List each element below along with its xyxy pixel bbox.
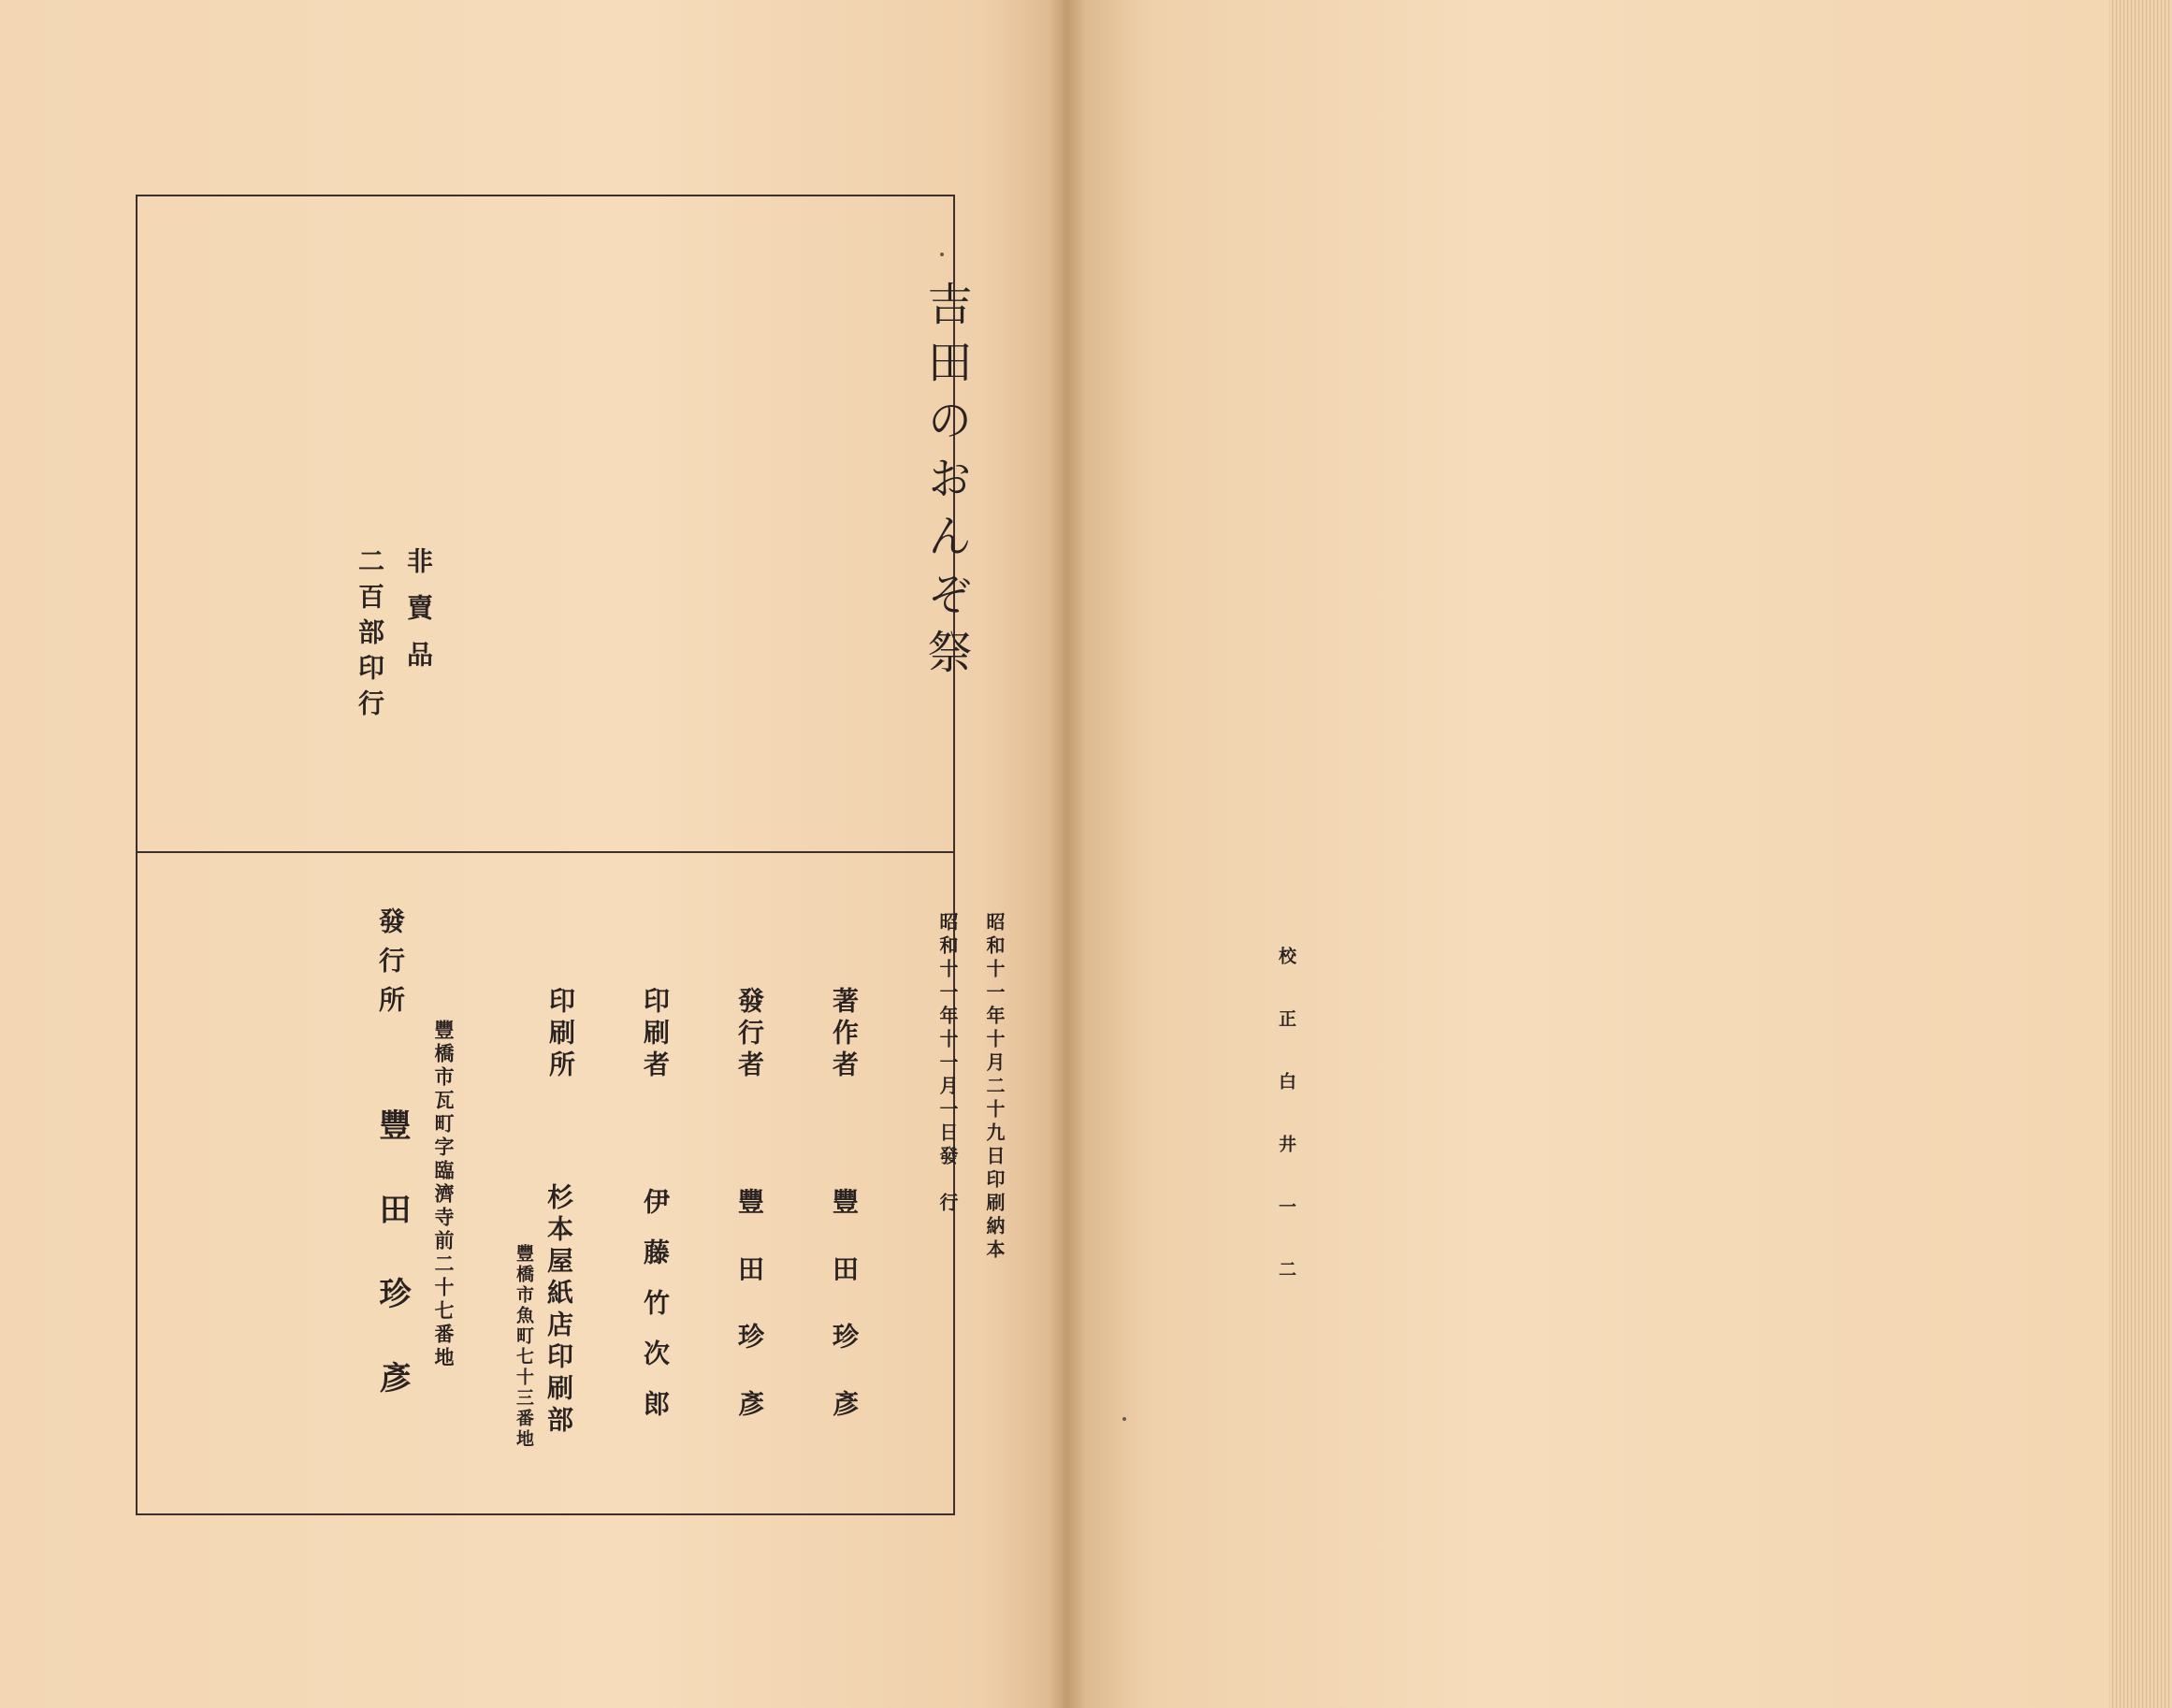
publishing-house-address: 豐橋市瓦町字臨濟寺前二十七番地 [432, 1020, 456, 1370]
printer-role: 印刷者 [640, 987, 671, 1082]
print-run-label: 二百部印行 [355, 547, 385, 725]
date-issued: 昭和十一年十一月一日發 行 [936, 912, 959, 1216]
printshop-name: 杉本屋紙店印刷部 [543, 1183, 574, 1438]
printshop-role: 印刷所 [545, 987, 576, 1082]
frame-divider [138, 851, 953, 853]
publisher-role: 發行者 [734, 987, 765, 1082]
publishing-house-name: 豐田珍彥 [373, 1108, 411, 1445]
book-gutter [1048, 0, 1085, 1708]
printer-name: 伊藤竹次郎 [640, 1188, 671, 1440]
colophon-frame [136, 195, 1006, 1515]
publisher-name: 豐田珍彥 [734, 1188, 765, 1457]
page-edges [2109, 0, 2172, 1708]
date-printed: 昭和十一年十月二十九日印刷納本 [983, 912, 1006, 1263]
right-page [1066, 0, 2109, 1708]
book-title: 吉田のおんぞ祭 [919, 281, 972, 687]
author-name: 豐田珍彥 [829, 1188, 860, 1457]
printshop-address: 豐橋市魚町七十三番地 [514, 1244, 534, 1450]
paper-speck [1122, 1417, 1126, 1421]
proofreader-credit: 校正白井一二 [1276, 947, 1296, 1323]
author-role: 著作者 [829, 987, 860, 1082]
paper-speck [940, 253, 944, 256]
publishing-house-role: 發行所 [375, 907, 406, 1025]
not-for-sale-label: 非賣品 [403, 547, 434, 688]
